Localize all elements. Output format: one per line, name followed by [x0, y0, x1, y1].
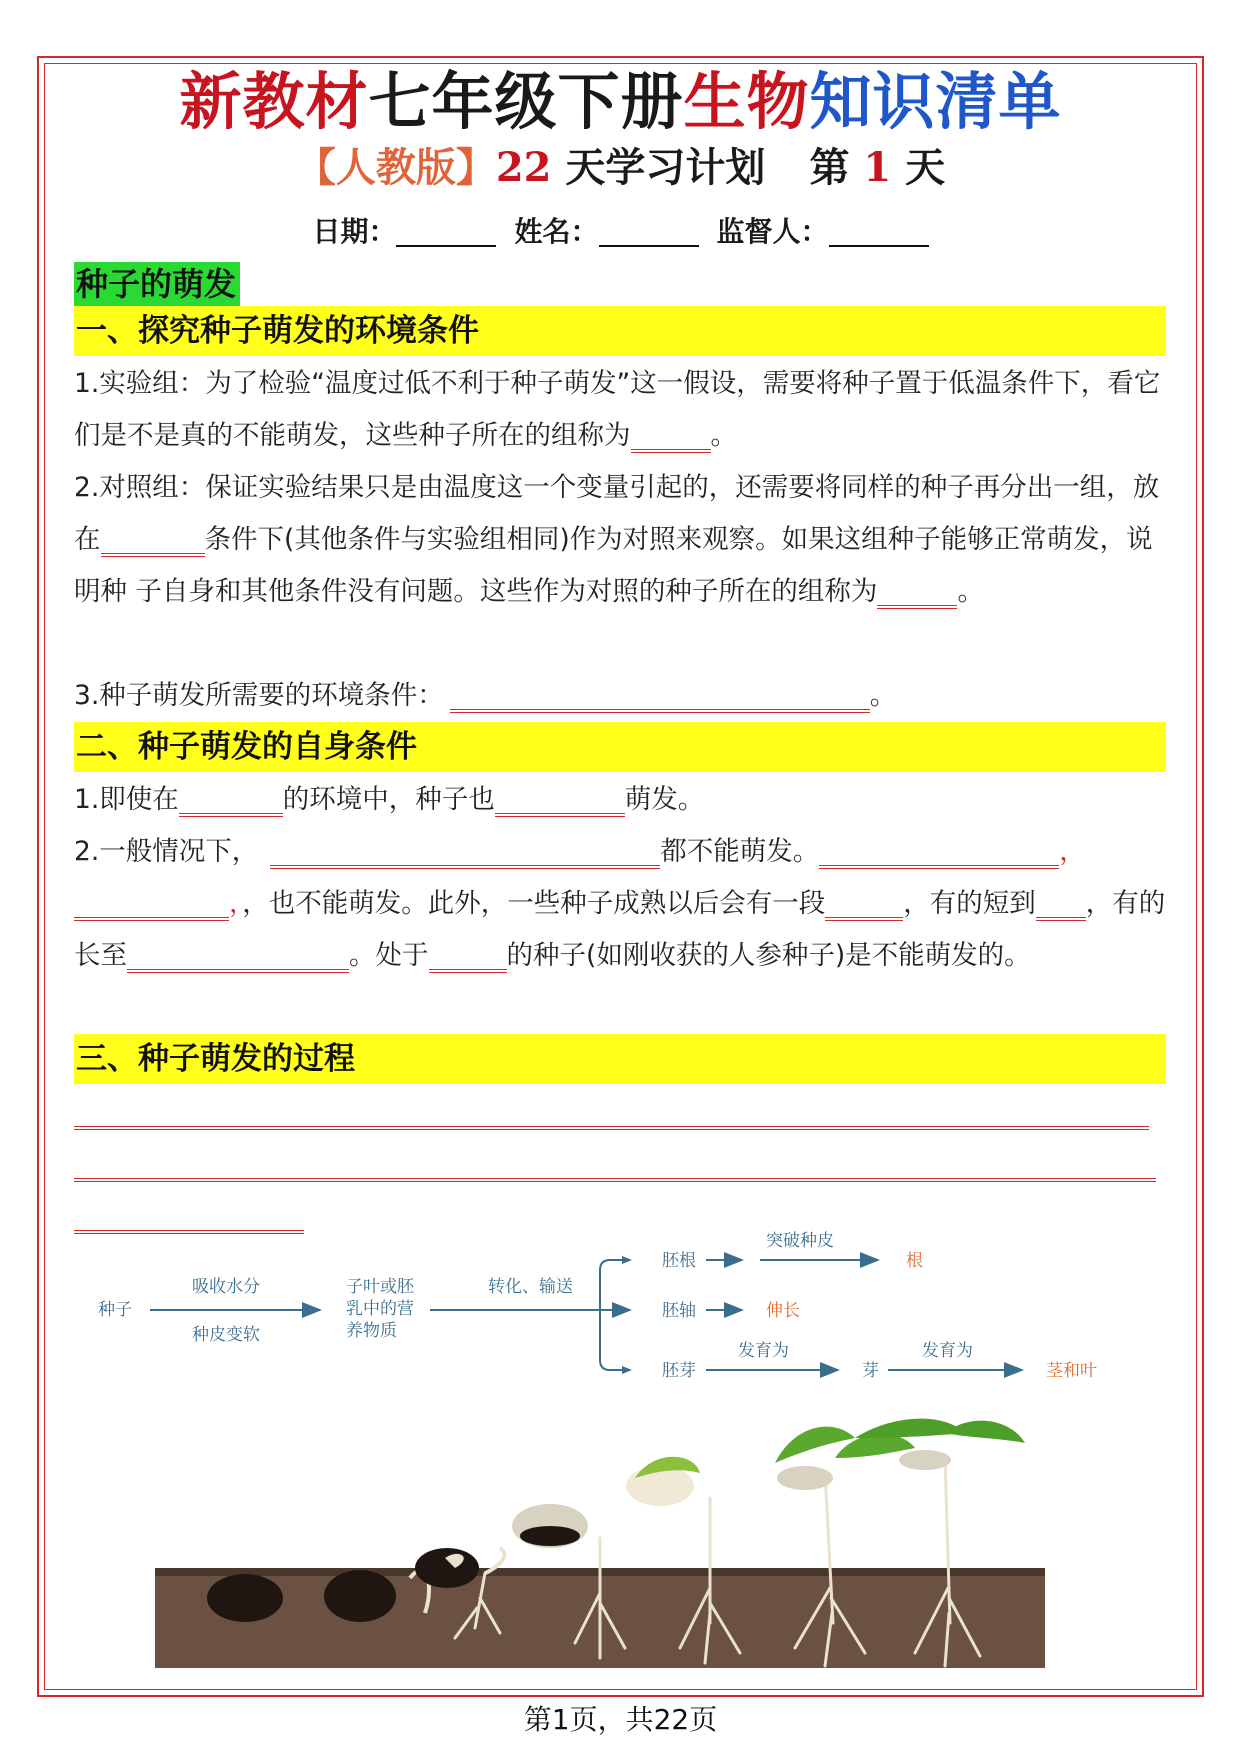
germination-stages-illustration	[155, 1408, 1045, 1668]
supervisor-blank[interactable]	[829, 217, 929, 247]
page-footer: 第1页，共22页	[523, 1703, 718, 1736]
s2-p2-blank-1[interactable]	[270, 835, 660, 869]
title-part-knowledge: 知识	[809, 65, 936, 138]
subtitle-day-prefix: 第	[809, 144, 864, 191]
s2-p1-c: 萌发。	[624, 784, 705, 815]
s2-p2-e: ，有的长至	[74, 888, 1166, 971]
s2-p2-comma-1: ，	[1059, 836, 1086, 867]
subtitle-days-count: 22	[495, 144, 552, 191]
s1-p2-text-a: 2.对照组：保证实验结果只是由温度这一个变量引起的，还需要将同样的种子再分出一组，放在	[74, 472, 1160, 555]
s2-p1-blank-2[interactable]	[495, 783, 625, 817]
name-label: 姓名：	[514, 215, 599, 248]
title-part-grade: 七年级下册	[368, 65, 684, 138]
s2-paragraph-2	[74, 826, 1169, 982]
s1-p2-blank-1[interactable]	[101, 523, 205, 557]
s2-p2-blank-3[interactable]	[74, 887, 229, 921]
flow-develop-into-1: 发育为	[738, 1341, 789, 1361]
answer-line-2[interactable]	[74, 1178, 1156, 1182]
flow-branch-bracket	[600, 1260, 630, 1370]
s1-p2-text-b: 条件下(其他条件与实验组相同)作为对照来观察。如果这组种子能够正常萌发，说明种 子自身和其他条件没有问题。这些作为对照的种子所在的组称为	[74, 524, 1153, 607]
section-heading-2: 二、种子萌发的自身条件	[74, 722, 1166, 772]
s2-paragraph-1	[74, 774, 1169, 826]
s2-p2-blank-6[interactable]	[127, 939, 349, 973]
s1-p3-text: 3.种子萌发所需要的环境条件：	[74, 680, 444, 711]
s1-p1-text: 1.实验组：为了检验“温度过低不利于种子萌发”这一假设，需要将种子置于低温条件下，看它们是不是真的不能萌发，这些种子所在的组称为	[74, 368, 1161, 451]
flow-nutrient-line2: 乳中的营	[346, 1299, 414, 1319]
flow-transform-transport: 转化、输送	[488, 1277, 573, 1297]
flow-break-seed-coat: 突破种皮	[766, 1231, 834, 1251]
title-part-biology: 生物	[683, 65, 810, 138]
answer-line-1[interactable]	[74, 1126, 1149, 1130]
flow-plumule: 胚芽	[662, 1361, 696, 1381]
s1-p2-end: 。	[957, 576, 984, 607]
page-subtitle	[0, 140, 1241, 196]
s2-p1-b: 的环境中，种子也	[282, 784, 495, 815]
page-title	[0, 62, 1241, 142]
s1-p1-blank[interactable]	[631, 419, 711, 453]
date-label: 日期：	[312, 215, 397, 248]
flow-absorb-water: 吸收水分	[192, 1277, 260, 1297]
germination-flow-diagram	[70, 1230, 1170, 1400]
section-heading-3: 三、种子萌发的过程	[74, 1034, 1166, 1084]
s2-p2-d: ，有的短到	[903, 888, 1036, 919]
s1-paragraph-1	[74, 358, 1169, 462]
s2-p2-b: 都不能萌发。	[660, 836, 820, 867]
flow-seed: 种子	[98, 1300, 132, 1320]
title-part-new-textbook: 新教材	[179, 65, 369, 138]
s1-paragraph-3	[74, 670, 1169, 722]
flow-develop-into-2: 发育为	[922, 1341, 973, 1361]
flow-radicle: 胚根	[662, 1251, 696, 1271]
info-row	[0, 212, 1241, 252]
flow-hypocotyl: 胚轴	[662, 1301, 696, 1321]
s1-paragraph-2	[74, 462, 1169, 618]
flow-root: 根	[906, 1251, 923, 1271]
s2-p2-blank-7[interactable]	[429, 939, 507, 973]
s2-p2-f: 。处于	[349, 940, 429, 971]
flow-seed-coat-softens: 种皮变软	[192, 1325, 260, 1345]
topic-heading: 种子的萌发	[74, 262, 240, 306]
subtitle-plan: 天学习计划	[551, 144, 766, 191]
s2-p2-blank-2[interactable]	[819, 835, 1059, 869]
flow-nutrient-line1: 子叶或胚	[346, 1277, 414, 1297]
s1-p2-blank-2[interactable]	[877, 575, 957, 609]
flow-elongate: 伸长	[766, 1301, 800, 1321]
subtitle-edition: 【人教版】	[295, 144, 496, 191]
title-part-list: 清单	[935, 65, 1062, 138]
flow-nutrient-line3: 养物质	[346, 1321, 397, 1341]
s1-p3-blank[interactable]	[450, 679, 870, 713]
date-blank[interactable]	[396, 217, 496, 247]
s2-p2-g: 的种子(如刚收获的人参种子)是不能萌发的。	[506, 940, 1031, 971]
flow-bud: 芽	[862, 1361, 879, 1381]
s2-p2-a: 2.一般情况下，	[74, 836, 259, 867]
supervisor-label: 监督人：	[716, 215, 829, 248]
subtitle-day-number: 1	[863, 144, 892, 191]
subtitle-day-suffix: 天	[891, 144, 946, 191]
s2-p1-blank-1[interactable]	[179, 783, 283, 817]
s2-p2-blank-4[interactable]	[825, 887, 903, 921]
name-blank[interactable]	[599, 217, 699, 247]
flow-stem-and-leaf: 茎和叶	[1046, 1361, 1097, 1381]
s1-p3-end: 。	[869, 680, 897, 711]
s1-p1-end: 。	[710, 420, 737, 451]
s2-p2-blank-5[interactable]	[1036, 887, 1086, 921]
s2-p2-comma-2: ，	[229, 888, 243, 919]
s2-p2-c: ，也不能萌发。此外，一些种子成熟以后会有一段	[242, 888, 826, 919]
section-heading-1: 一、探究种子萌发的环境条件	[74, 306, 1166, 356]
s2-p1-a: 1.即使在	[74, 784, 179, 815]
